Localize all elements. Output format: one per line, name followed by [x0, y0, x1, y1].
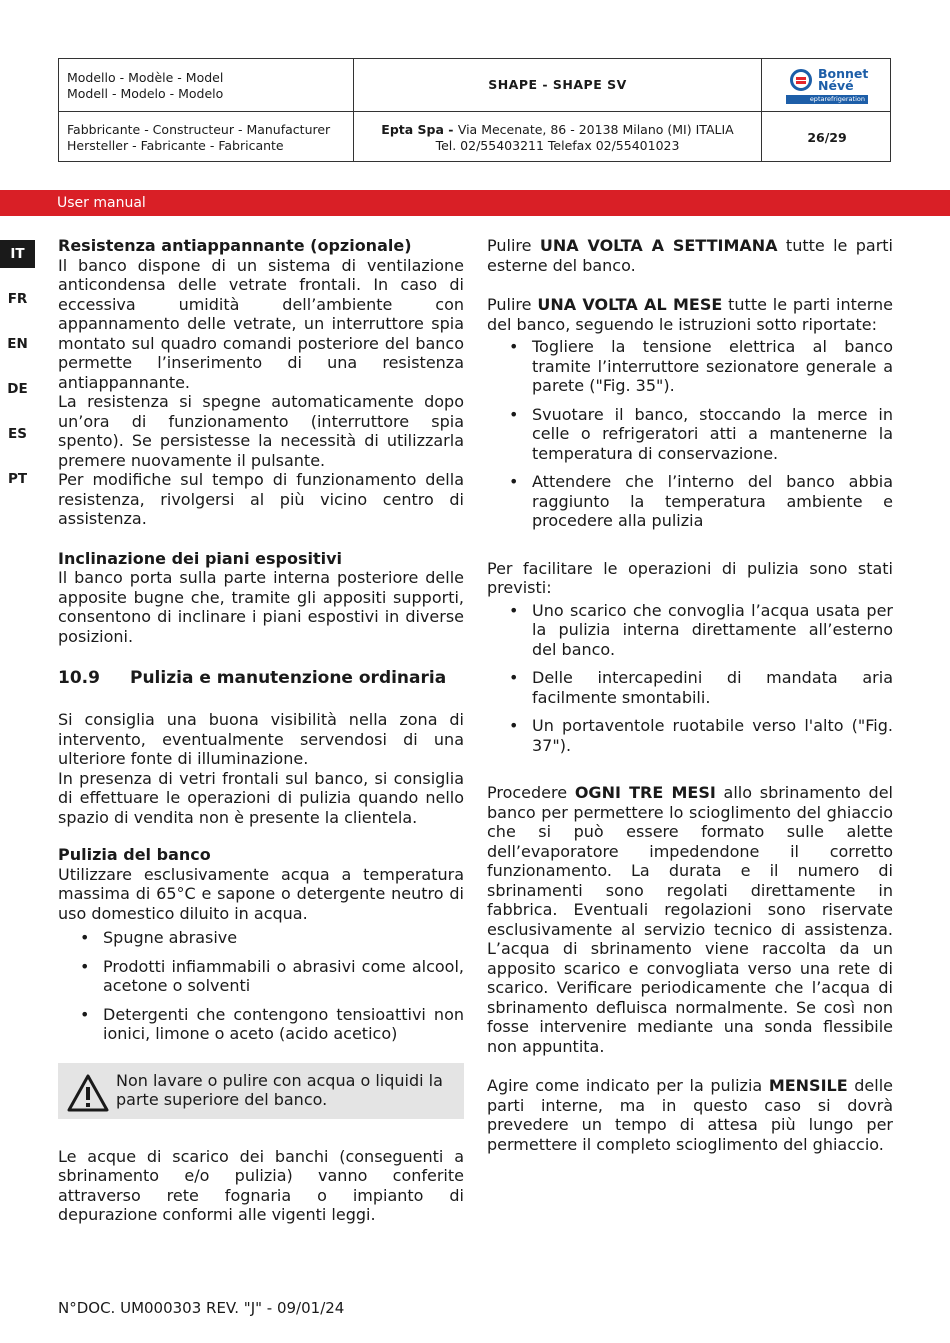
- document-number: N°DOC. UM000303 REV. "J" - 09/01/24: [58, 1299, 345, 1317]
- logo-line: Névé: [818, 78, 854, 93]
- lang-tab-it[interactable]: IT: [0, 240, 35, 268]
- emphasis: UNA VOLTA A SETTIMANA: [539, 236, 778, 255]
- section-heading: [58, 666, 464, 690]
- list-item: • Prodotti infiammabili o abrasivi come alcool, acetone o solventi: [58, 957, 464, 996]
- warning-text: Non lavare o pulire con acqua o liquidi la parte superiore del banco.: [116, 1070, 443, 1109]
- text-run: Procedere: [487, 783, 575, 802]
- emphasis: UNA VOLTA AL MESE: [537, 295, 723, 314]
- section-number: 10.9: [58, 668, 100, 688]
- logo-text: [818, 68, 868, 92]
- paragraph: [487, 783, 893, 1056]
- manufacturer-label-line: Fabbricante - Constructeur - Manufacturer: [67, 122, 331, 137]
- document-header: [58, 58, 891, 162]
- lang-tab-de[interactable]: DE: [7, 381, 28, 397]
- text-run: allo sbrinamento del banco per permettere lo scioglimento del ghiaccio che si può essere formato sulle alette dell’evaporatore impedendone il corretto funzionamento. La durata e il numero di sbrinamenti sono regolati direttamente in fabbrica. Eventuali regolazioni sono riservate esclusivamente al servizio tecnico di assistenza. L’acqua di sbrinamento viene raccolta da un apposito scarico e convogliata verso una rete di scarico. Verificare periodicamente che l’acqua di sbrinamento defluisca normalmente. Se così non fosse intervenire mediante una sonda flessibile non appuntita.: [487, 783, 894, 1056]
- left-column: [58, 236, 464, 1225]
- logo-mark-icon: [790, 69, 812, 91]
- banner-label: User manual: [57, 195, 146, 211]
- section-banner: [0, 190, 950, 216]
- paragraph: Il banco porta sulla parte interna posteriore delle apposite bugne che, tramite gli appositi supporti, consentono di inclinare i piani espostivi in diverse posizioni.: [58, 568, 464, 646]
- paragraph: In presenza di vetri frontali sul banco, si consiglia di effettuare le operazioni di pulizia quando nello spazio di vendita non è presente la clientela.: [58, 768, 464, 827]
- paragraph: [487, 1076, 893, 1154]
- text-run: tutte le parti interne del banco, seguendo le istruzioni sotto riportate:: [487, 295, 893, 334]
- list-item: • Togliere la tensione elettrica al banco tramite l’interruttore sezionatore generale a parete ("Fig. 35").: [487, 337, 893, 396]
- company-name: Epta Spa -: [381, 121, 458, 137]
- logo-subtitle: eptarefrigeration: [786, 95, 868, 104]
- warning-box: [58, 1063, 464, 1119]
- bullet-list: [58, 928, 464, 1044]
- manufacturer-address: [354, 112, 761, 163]
- warning-triangle-icon: [66, 1073, 110, 1113]
- manufacturer-label-line: Hersteller - Fabricante - Fabricante: [67, 138, 284, 153]
- list-item: • Detergenti che contengono tensioattivi non ionici, limone o aceto (acido acetico): [58, 1005, 464, 1044]
- heading-cleaning: Pulizia del banco: [58, 845, 211, 864]
- phone-line: Tel. 02/55403211 Telefax 02/55401023: [435, 137, 680, 153]
- paragraph: Per modifiche sul tempo di funzionamento della resistenza, rivolgersi al più vicino centro di assistenza.: [58, 470, 464, 528]
- list-item: • Un portaventole ruotabile verso l'alto ("Fig. 37").: [487, 716, 893, 755]
- model-label-line: Modell - Modelo - Modelo: [67, 86, 224, 101]
- list-item: • Uno scarico che convoglia l’acqua usata per la pulizia interna direttamente all’esterno del banco.: [487, 601, 893, 660]
- model-label-line: Modello - Modèle - Model: [67, 70, 224, 85]
- street-address: Via Mecenate, 86 - 20138 Milano (MI) ITALIA: [457, 121, 734, 137]
- paragraph: Si consiglia una buona visibilità nella zona di intervento, eventualmente servendosi di una ulteriore fonte di illuminazione.: [58, 710, 464, 768]
- heading-anti-fog: Resistenza antiappannante (opzionale): [58, 236, 412, 255]
- paragraph: Le acque di scarico dei banchi (conseguenti a sbrinamento e/o pulizia) vanno conferite attraverso rete fognaria o impianto di depurazione conformi alle vigenti leggi.: [58, 1146, 464, 1224]
- manufacturer-label: [67, 122, 353, 154]
- text-run: Pulire: [487, 236, 540, 255]
- section-title: Pulizia e manutenzione ordinaria: [130, 668, 447, 688]
- emphasis: MENSILE: [768, 1076, 848, 1095]
- right-column: [487, 236, 893, 1154]
- list-item: • Spugne abrasive: [58, 928, 464, 948]
- paragraph: Il banco dispone di un sistema di ventilazione anticondensa delle vetrate frontali. In caso di eccessiva umidità dell’ambiente con appannamento delle vetrate, un interruttore spia montato sul quadro comandi posteriore del banco permette l’inserimento di una resistenza antiappannante.: [58, 255, 464, 392]
- paragraph: Utilizzare esclusivamente acqua a temperatura massima di 65°C e sapone o detergente neutro di uso domestico diluito in acqua.: [58, 864, 464, 923]
- list-item: • Delle intercapedini di mandata aria facilmente smontabili.: [487, 668, 893, 707]
- model-title: SHAPE - SHAPE SV: [488, 77, 627, 92]
- paragraph: La resistenza si spegne automaticamente dopo un’ora di funzionamento (interruttore spia spento). Se persistesse la necessità di utilizzarla premere nuovamente il pulsante.: [58, 392, 464, 470]
- lang-tab-fr[interactable]: FR: [7, 291, 28, 307]
- heading-inclination: Inclinazione dei piani espositivi: [58, 548, 342, 568]
- list-item: • Attendere che l’interno del banco abbia raggiunto la temperatura ambiente e procedere alla pulizia: [487, 472, 893, 531]
- bullet-list: [487, 337, 893, 531]
- paragraph: Per facilitare le operazioni di pulizia sono stati previsti:: [487, 558, 893, 597]
- address-line: [381, 122, 733, 138]
- paragraph: [487, 236, 893, 275]
- logo-line: Bonnet: [818, 66, 869, 81]
- model-label: [67, 70, 353, 102]
- bullet-list: [487, 601, 893, 756]
- page-number: 26/29: [807, 129, 847, 145]
- text-run: Agire come indicato per la pulizia: [487, 1076, 769, 1095]
- text-run: tutte le parti esterne del banco.: [487, 236, 894, 275]
- lang-tab-es[interactable]: ES: [8, 426, 27, 442]
- text-run: Pulire: [487, 295, 538, 314]
- list-item: • Svuotare il banco, stoccando la merce in celle o refrigeratori atti a mantenerne la temperatura di conservazione.: [487, 405, 893, 464]
- bonnet-neve-logo: [762, 59, 892, 111]
- text-run: delle parti interne, ma in questo caso si dovrà prevedere un tempo di attesa più lungo per permettere il completo scioglimento del ghiaccio.: [487, 1076, 893, 1154]
- lang-tab-pt[interactable]: PT: [7, 471, 28, 487]
- paragraph: [487, 295, 893, 334]
- lang-tab-en[interactable]: EN: [7, 336, 28, 352]
- emphasis: OGNI TRE MESI: [574, 783, 716, 802]
